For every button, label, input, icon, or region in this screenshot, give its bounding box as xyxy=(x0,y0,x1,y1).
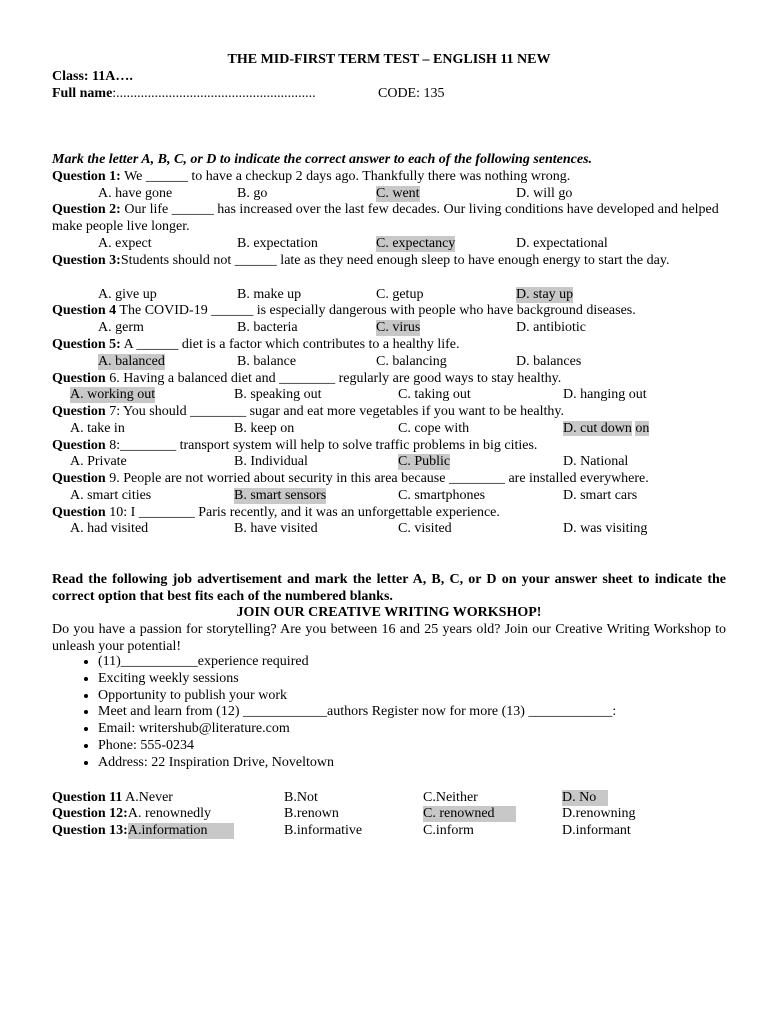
q8-option-a[interactable]: A. Private xyxy=(70,454,127,469)
question-text: A ______ diet is a factor which contributes to a healthy life. xyxy=(120,337,460,352)
fullname-line xyxy=(52,86,316,102)
q9-option-b[interactable]: B. smart sensors xyxy=(234,488,327,503)
ad-bullet: • Meet and learn from (12) ____________authors Register now for more (13) ____________: xyxy=(98,704,718,721)
question-label: Question 1: xyxy=(52,169,121,184)
question-11 xyxy=(52,790,173,806)
question-label: Question xyxy=(52,471,106,486)
q2-option-b[interactable]: B. expectation xyxy=(237,236,318,251)
question-text: 10: I ________ Paris recently, and it was an unforgettable experience. xyxy=(105,505,500,520)
question-label: Question 5: xyxy=(52,337,121,352)
q7-option-a[interactable]: A. take in xyxy=(70,421,125,436)
q13-option-c[interactable]: C.inform xyxy=(423,823,474,838)
question-7 xyxy=(52,404,564,420)
q5-option-c[interactable]: C. balancing xyxy=(376,354,447,369)
class-line: Class: 11A…. xyxy=(52,69,133,84)
question-6 xyxy=(52,371,561,387)
q3-option-a[interactable]: A. give up xyxy=(98,287,157,302)
q4-option-d[interactable]: D. antibiotic xyxy=(516,320,586,335)
question-9 xyxy=(52,471,649,487)
q5-option-a[interactable]: A. balanced xyxy=(98,354,165,369)
question-label: Question 12: xyxy=(52,806,128,821)
question-text: Our life ______ has increased over the last few decades. Our living conditions have developed and helped make people live longer. xyxy=(52,202,719,234)
q4-option-a[interactable]: A. germ xyxy=(98,320,144,335)
q5-option-b[interactable]: B. balance xyxy=(237,354,297,369)
q10-option-d[interactable]: D. was visiting xyxy=(563,521,648,536)
ad-bullet-list xyxy=(52,654,718,772)
ad-bullet: • Address: 22 Inspiration Drive, Noveltown xyxy=(98,755,718,772)
q13-option-b[interactable]: B.informative xyxy=(284,823,363,838)
q11-option-c[interactable]: C.Neither xyxy=(423,790,478,805)
question-label: Question xyxy=(52,505,106,520)
q12-option-b[interactable]: B.renown xyxy=(284,806,339,821)
q7-option-d[interactable] xyxy=(563,421,649,437)
q11-option-b[interactable]: B.Not xyxy=(284,790,318,805)
ad-bullet: • (11)___________experience required xyxy=(98,654,718,671)
q10-option-a[interactable]: A. had visited xyxy=(70,521,149,536)
q1-option-c[interactable]: C. went xyxy=(376,186,420,201)
question-label: Question 11 xyxy=(52,790,123,805)
q8-option-c[interactable]: C. Public xyxy=(398,454,451,469)
question-12 xyxy=(52,806,211,822)
fullname-dots: :......................................................... xyxy=(112,86,316,101)
q7-option-c[interactable]: C. cope with xyxy=(398,421,470,436)
q3-option-b[interactable]: B. make up xyxy=(237,287,302,302)
page-title: THE MID-FIRST TERM TEST – ENGLISH 11 NEW xyxy=(227,52,551,67)
ad-heading: JOIN OUR CREATIVE WRITING WORKSHOP! xyxy=(236,605,542,620)
question-label: Question 2: xyxy=(52,202,121,217)
q12-option-a[interactable]: A. renownedly xyxy=(127,806,212,821)
question-5 xyxy=(52,337,459,353)
question-1 xyxy=(52,169,726,186)
q7-option-b[interactable]: B. keep on xyxy=(234,421,295,436)
section1-instruction: Mark the letter A, B, C, or D to indicate the correct answer to each of the following sentences. xyxy=(52,152,593,167)
q9-option-c[interactable]: C. smartphones xyxy=(398,488,486,503)
q8-option-d[interactable]: D. National xyxy=(563,454,629,469)
q9-option-d[interactable]: D. smart cars xyxy=(563,488,638,503)
question-text: 8:________ transport system will help to solve traffic problems in big cities. xyxy=(105,438,538,453)
q1-option-b[interactable]: B. go xyxy=(237,186,268,201)
question-text: We ______ to have a checkup 2 days ago. Thankfully there was nothing wrong. xyxy=(120,169,571,184)
fullname-label: Full name xyxy=(52,86,113,101)
question-3 xyxy=(52,253,726,270)
question-text: 9. People are not worried about security in this area because ________ are installed everywhere. xyxy=(105,471,649,486)
q10-option-c[interactable]: C. visited xyxy=(398,521,452,536)
question-text: The COVID-19 ______ is especially dangerous with people who have background diseases. xyxy=(116,303,636,318)
q10-option-b[interactable]: B. have visited xyxy=(234,521,318,536)
q12-option-c[interactable]: C. renowned xyxy=(423,806,516,822)
q3-option-d[interactable]: D. stay up xyxy=(516,287,574,302)
question-text: 7: You should ________ sugar and eat more vegetables if you want to be healthy. xyxy=(105,404,564,419)
q13-option-d[interactable]: D.informant xyxy=(562,823,631,838)
q1-option-d[interactable]: D. will go xyxy=(516,186,573,201)
q9-option-a[interactable]: A. smart cities xyxy=(70,488,152,503)
q12-option-d[interactable]: D.renowning xyxy=(562,806,636,821)
question-4 xyxy=(52,303,636,319)
q7-option-d-suffix: on xyxy=(635,421,650,436)
q8-option-b[interactable]: B. Individual xyxy=(234,454,308,469)
q6-option-b[interactable]: B. speaking out xyxy=(234,387,322,402)
exam-code: CODE: 135 xyxy=(378,86,445,101)
q11-option-a[interactable]: A.Never xyxy=(122,790,173,805)
question-label: Question xyxy=(52,404,106,419)
ad-bullet: • Exciting weekly sessions xyxy=(98,671,718,688)
q2-option-c[interactable]: C. expectancy xyxy=(376,236,456,251)
q5-option-d[interactable]: D. balances xyxy=(516,354,582,369)
q6-option-a[interactable]: A. working out xyxy=(70,387,156,402)
question-label: Question 13: xyxy=(52,823,128,838)
question-label: Question 4 xyxy=(52,303,117,318)
ad-bullet: • Phone: 555-0234 xyxy=(98,738,718,755)
q6-option-d[interactable]: D. hanging out xyxy=(563,387,647,402)
q11-option-d[interactable]: D. No xyxy=(562,790,608,806)
question-text: 6. Having a balanced diet and ________ regularly are good ways to stay healthy. xyxy=(105,371,562,386)
question-13 xyxy=(52,823,234,839)
question-10 xyxy=(52,505,500,521)
q4-option-b[interactable]: B. bacteria xyxy=(237,320,298,335)
section2-instruction: Read the following job advertisement and mark the letter A, B, C, or D on your answer sheet to indicate the correct option that best fits each of the numbered blanks. xyxy=(52,572,726,604)
question-2 xyxy=(52,202,726,236)
q1-option-a[interactable]: A. have gone xyxy=(98,186,173,201)
ad-bullet: • Opportunity to publish your work xyxy=(98,688,718,705)
question-label: Question xyxy=(52,438,106,453)
question-label: Question xyxy=(52,371,106,386)
question-label: Question 3: xyxy=(52,253,121,268)
q13-option-a[interactable]: A.information xyxy=(128,823,234,839)
q2-option-d[interactable]: D. expectational xyxy=(516,236,608,251)
q2-option-a[interactable]: A. expect xyxy=(98,236,152,251)
q4-option-c[interactable]: C. virus xyxy=(376,320,421,335)
question-text: Students should not ______ late as they need enough sleep to have enough energy to start the day. xyxy=(120,253,670,268)
question-8 xyxy=(52,438,537,454)
q6-option-c[interactable]: C. taking out xyxy=(398,387,471,402)
ad-bullet: • Email: writershub@literature.com xyxy=(98,721,718,738)
ad-intro: Do you have a passion for storytelling? Are you between 16 and 25 years old? Join our Creative Writing Workshop to unleash your potential! xyxy=(52,622,726,654)
q3-option-c[interactable]: C. getup xyxy=(376,287,424,302)
q7-option-d-text: D. cut down xyxy=(563,421,632,436)
